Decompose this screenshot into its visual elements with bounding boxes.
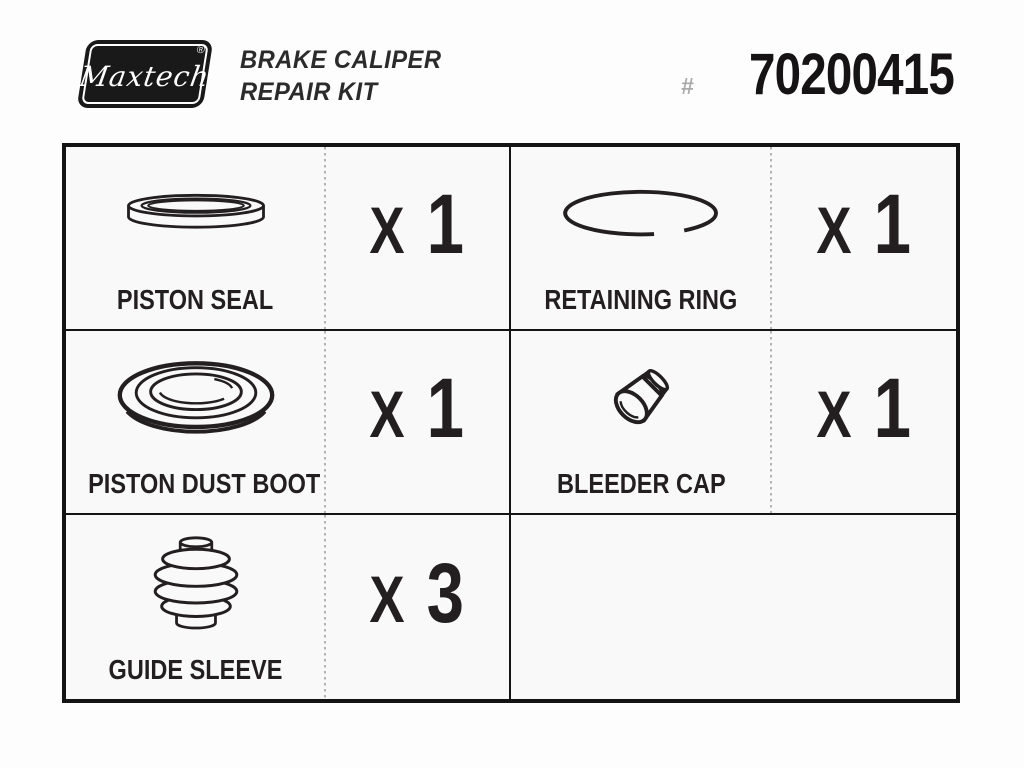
product-title-line1: BRAKE CALIPER — [240, 46, 442, 74]
dotted-divider — [324, 147, 326, 329]
empty-cell — [511, 515, 956, 699]
quantity-value: 3 — [426, 546, 465, 640]
part-number — [681, 42, 954, 107]
parts-table — [62, 143, 960, 703]
part-name: GUIDE SLEEVE — [108, 654, 283, 685]
quantity-value: 1 — [873, 177, 911, 271]
part-name: PISTON SEAL — [117, 284, 274, 315]
part-cell-piston-dust-boot — [66, 331, 511, 515]
part-name: PISTON DUST BOOT — [88, 468, 321, 499]
part-name: BLEEDER CAP — [556, 468, 726, 499]
dotted-divider — [770, 147, 772, 329]
product-title — [240, 44, 441, 108]
part-visual — [511, 331, 771, 513]
quantity-prefix: X — [369, 193, 405, 267]
brand-name: Maxtech — [77, 59, 213, 93]
guide-sleeve-icon — [145, 532, 247, 636]
dotted-divider — [324, 331, 326, 513]
dotted-divider — [324, 515, 326, 699]
piston-seal-icon — [121, 179, 271, 251]
part-name: RETAINING RING — [544, 284, 738, 315]
quantity-prefix: X — [816, 193, 852, 267]
part-visual — [66, 331, 325, 513]
part-quantity — [325, 177, 509, 271]
quantity-prefix: X — [816, 377, 852, 451]
part-cell-guide-sleeve — [66, 515, 511, 699]
dotted-divider — [770, 331, 772, 513]
part-number-value: 70200415 — [748, 42, 954, 107]
part-cell-retaining-ring — [511, 147, 956, 331]
part-visual — [66, 515, 325, 699]
brand-logo — [77, 40, 214, 108]
quantity-value: 1 — [426, 361, 465, 455]
quantity-prefix: X — [369, 562, 405, 636]
part-quantity — [325, 546, 509, 640]
part-visual — [511, 147, 771, 329]
hash-icon: # — [681, 73, 694, 99]
quantity-prefix: X — [369, 377, 405, 451]
part-quantity — [325, 361, 509, 455]
part-cell-bleeder-cap — [511, 331, 956, 515]
part-visual — [66, 147, 325, 329]
retaining-ring-icon — [558, 186, 724, 244]
bleeder-cap-icon — [602, 360, 680, 438]
registered-trademark-icon: ® — [195, 44, 206, 56]
piston-dust-boot-icon — [114, 355, 278, 443]
product-title-line2: REPAIR KIT — [240, 78, 378, 106]
part-cell-piston-seal — [66, 147, 511, 331]
part-quantity — [771, 361, 956, 455]
quantity-value: 1 — [426, 177, 465, 271]
quantity-value: 1 — [873, 361, 911, 455]
part-quantity — [771, 177, 956, 271]
